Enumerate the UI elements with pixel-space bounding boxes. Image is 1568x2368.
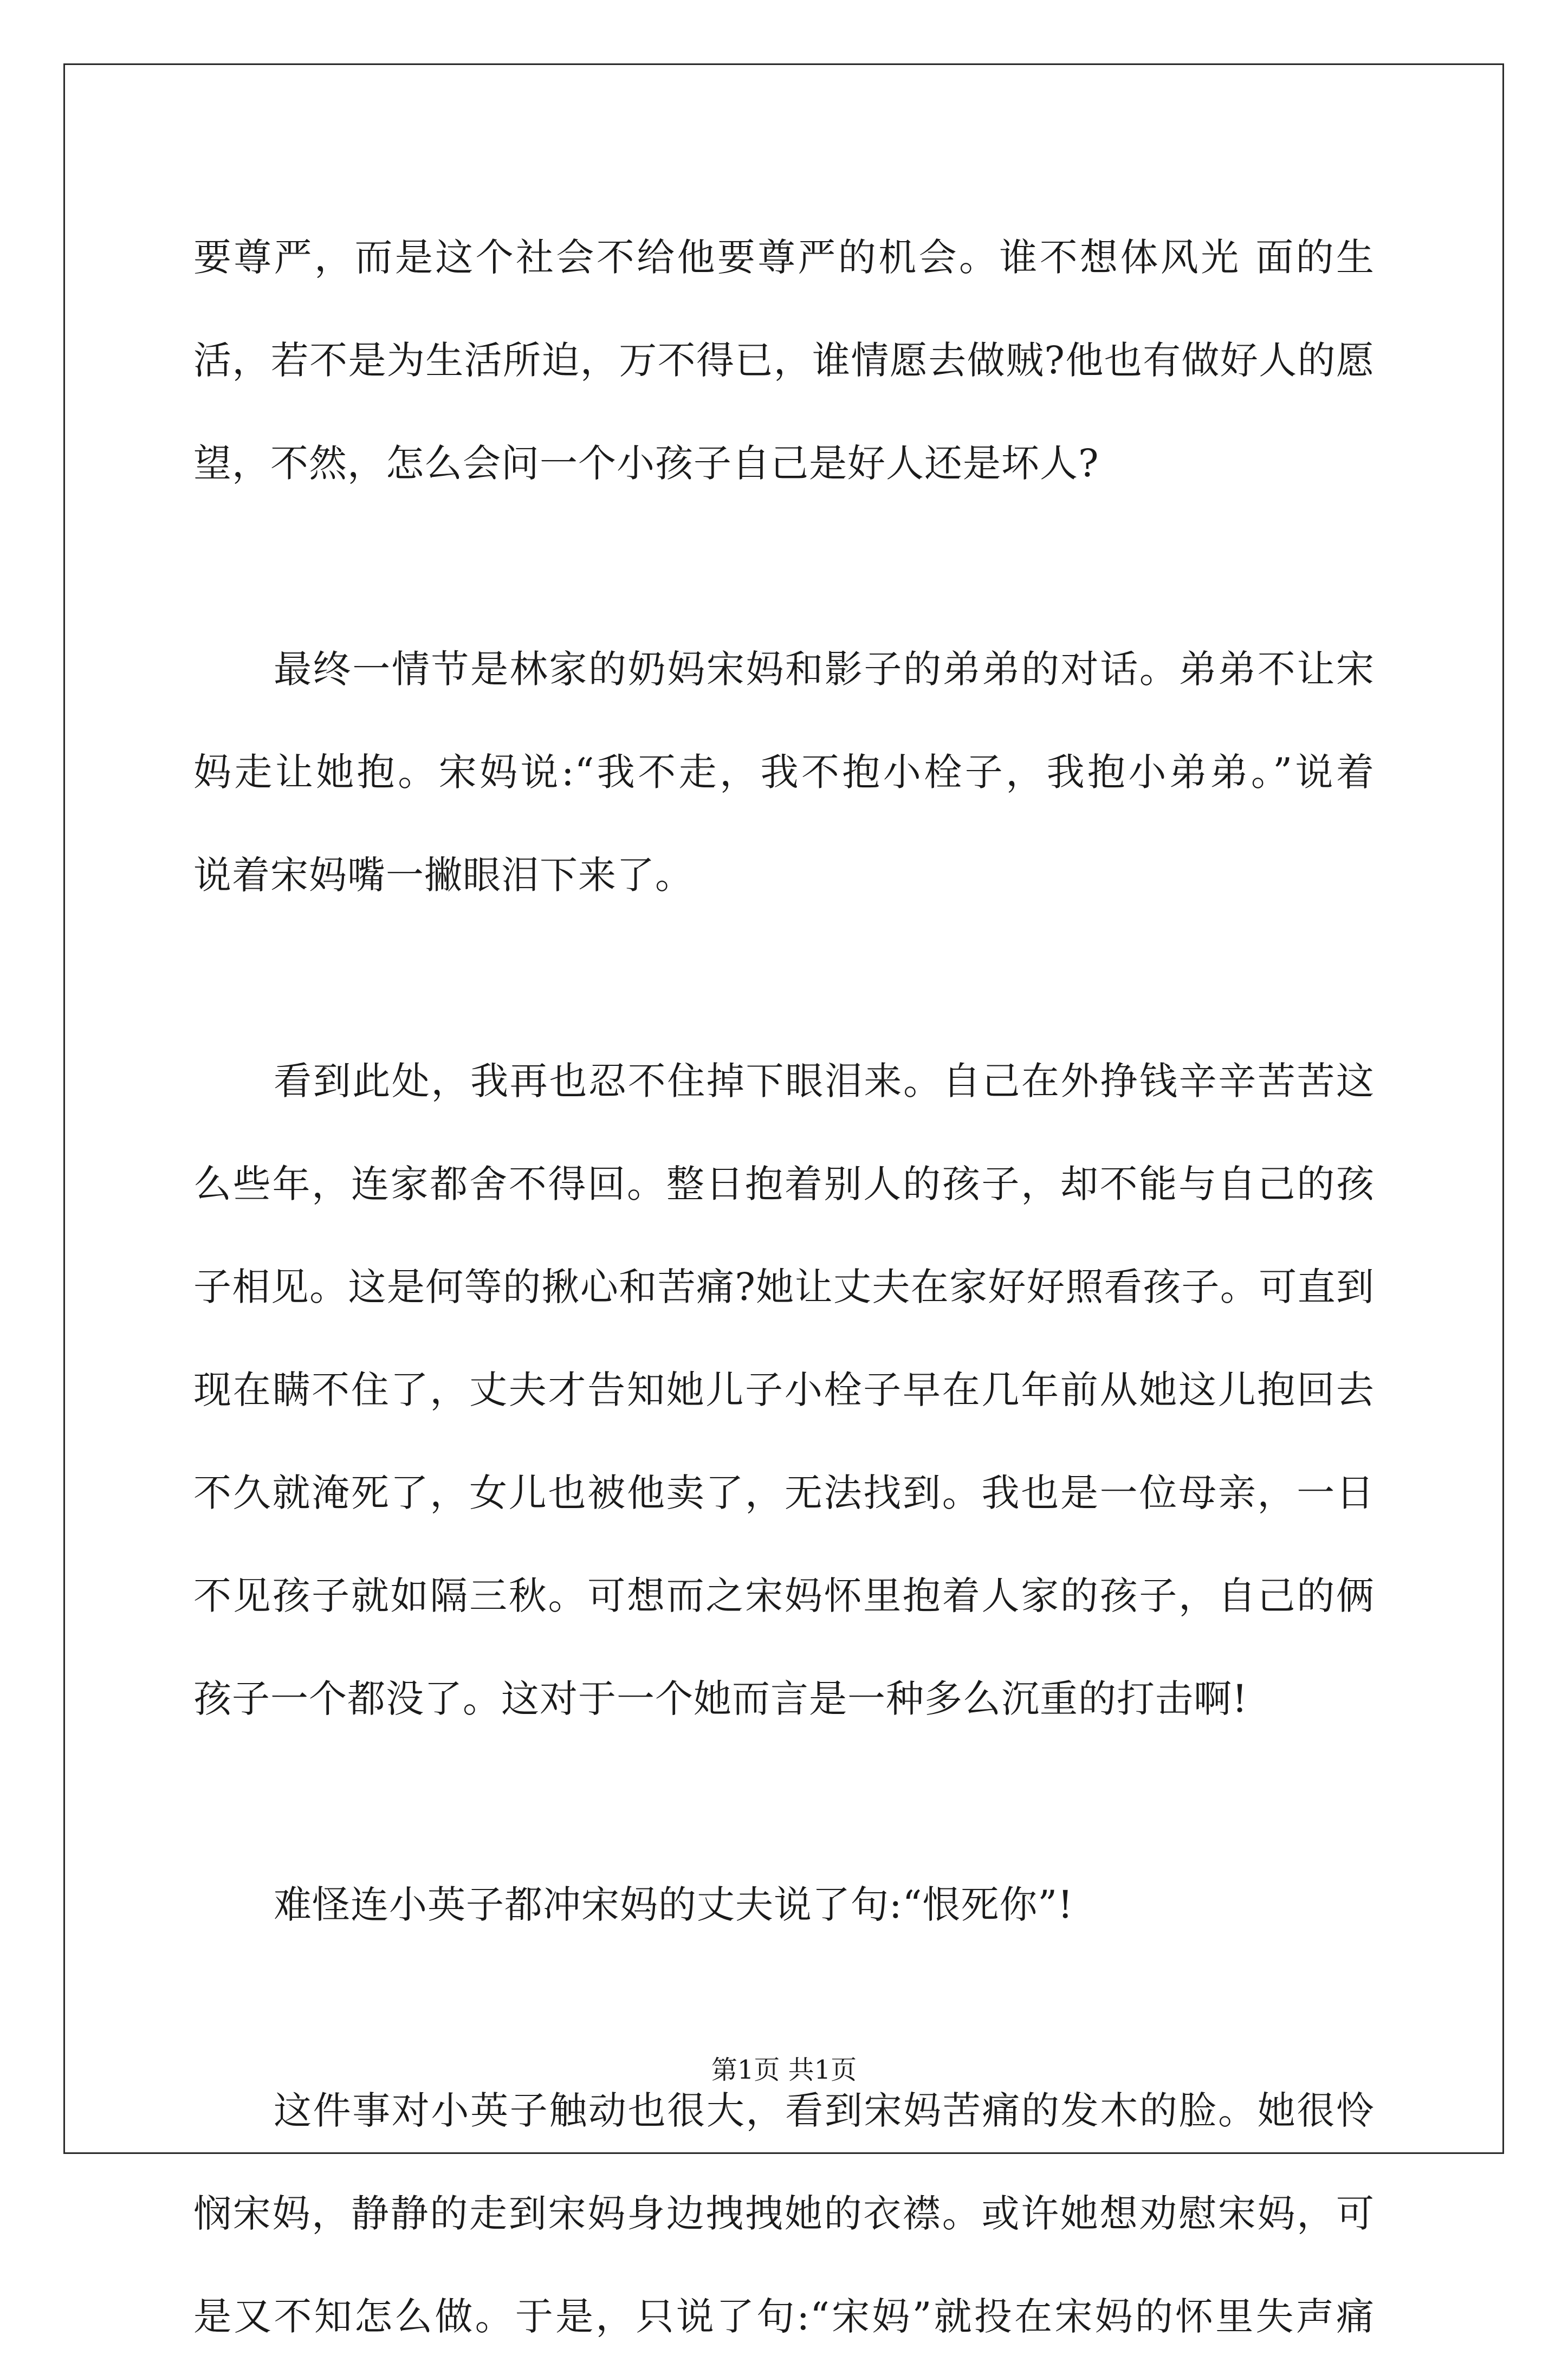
text-line: 妈走让她抱。宋妈说:“我不走，我不抱小栓子，我抱小弟弟。”说着: [193, 750, 1375, 794]
text-line: 难怪连小英子都冲宋妈的丈夫说了句:“恨死你”!: [274, 1882, 1074, 1927]
text-line: 要尊严，而是这个社会不给他要尊严的机会。谁不想体风光 面的生: [193, 235, 1375, 280]
text-line: 望，不然，怎么会问一个小孩子自己是好人还是坏人?: [193, 441, 1099, 486]
page-number: 第1页 共1页: [711, 2055, 857, 2085]
paragraph-3: [193, 1030, 1375, 1750]
paragraph-1: [193, 206, 1375, 515]
text-line: 是又不知怎么做。于是，只说了句:“宋妈”就投在宋妈的怀里失声痛: [193, 2294, 1375, 2339]
text-line: 最终一情节是林家的奶妈宋妈和影子的弟弟的对话。弟弟不让宋: [274, 647, 1375, 691]
text-line: 子相见。这是何等的揪心和苦痛?她让丈夫在家好好照看孩子。可直到: [193, 1265, 1375, 1309]
text-line: 现在瞒不住了，丈夫才告知她儿子小栓子早在几年前从她这儿抱回去: [193, 1368, 1375, 1412]
paragraph-5: [193, 2059, 1375, 2368]
text-line: 孩子一个都没了。这对于一个她而言是一种多么沉重的打击啊!: [193, 1677, 1248, 1721]
text-line: 不久就淹死了，女儿也被他卖了，无法找到。我也是一位母亲，一日: [193, 1471, 1375, 1515]
text-line: 活，若不是为生活所迫，万不得已，谁情愿去做贼?他也有做好人的愿: [193, 338, 1375, 383]
text-line: 看到此处，我再也忍不住掉下眼泪来。自己在外挣钱辛辛苦苦这: [274, 1059, 1375, 1103]
text-line: 么些年，连家都舍不得回。整日抱着别人的孩子，却不能与自己的孩: [193, 1162, 1375, 1206]
text-line: 这件事对小英子触动也很大，看到宋妈苦痛的发木的脸。她很怜: [274, 2088, 1375, 2133]
paragraph-4: [193, 1853, 1375, 1956]
document-body: [193, 206, 1375, 2368]
text-line: 不见孩子就如隔三秋。可想而之宋妈怀里抱着人家的孩子，自己的俩: [193, 1574, 1375, 1618]
paragraph-2: [193, 618, 1375, 927]
text-line: 说着宋妈嘴一撇眼泪下来了。: [193, 853, 694, 897]
text-line: 悯宋妈，静静的走到宋妈身边拽拽她的衣襟。或许她想劝慰宋妈，可: [193, 2191, 1375, 2236]
